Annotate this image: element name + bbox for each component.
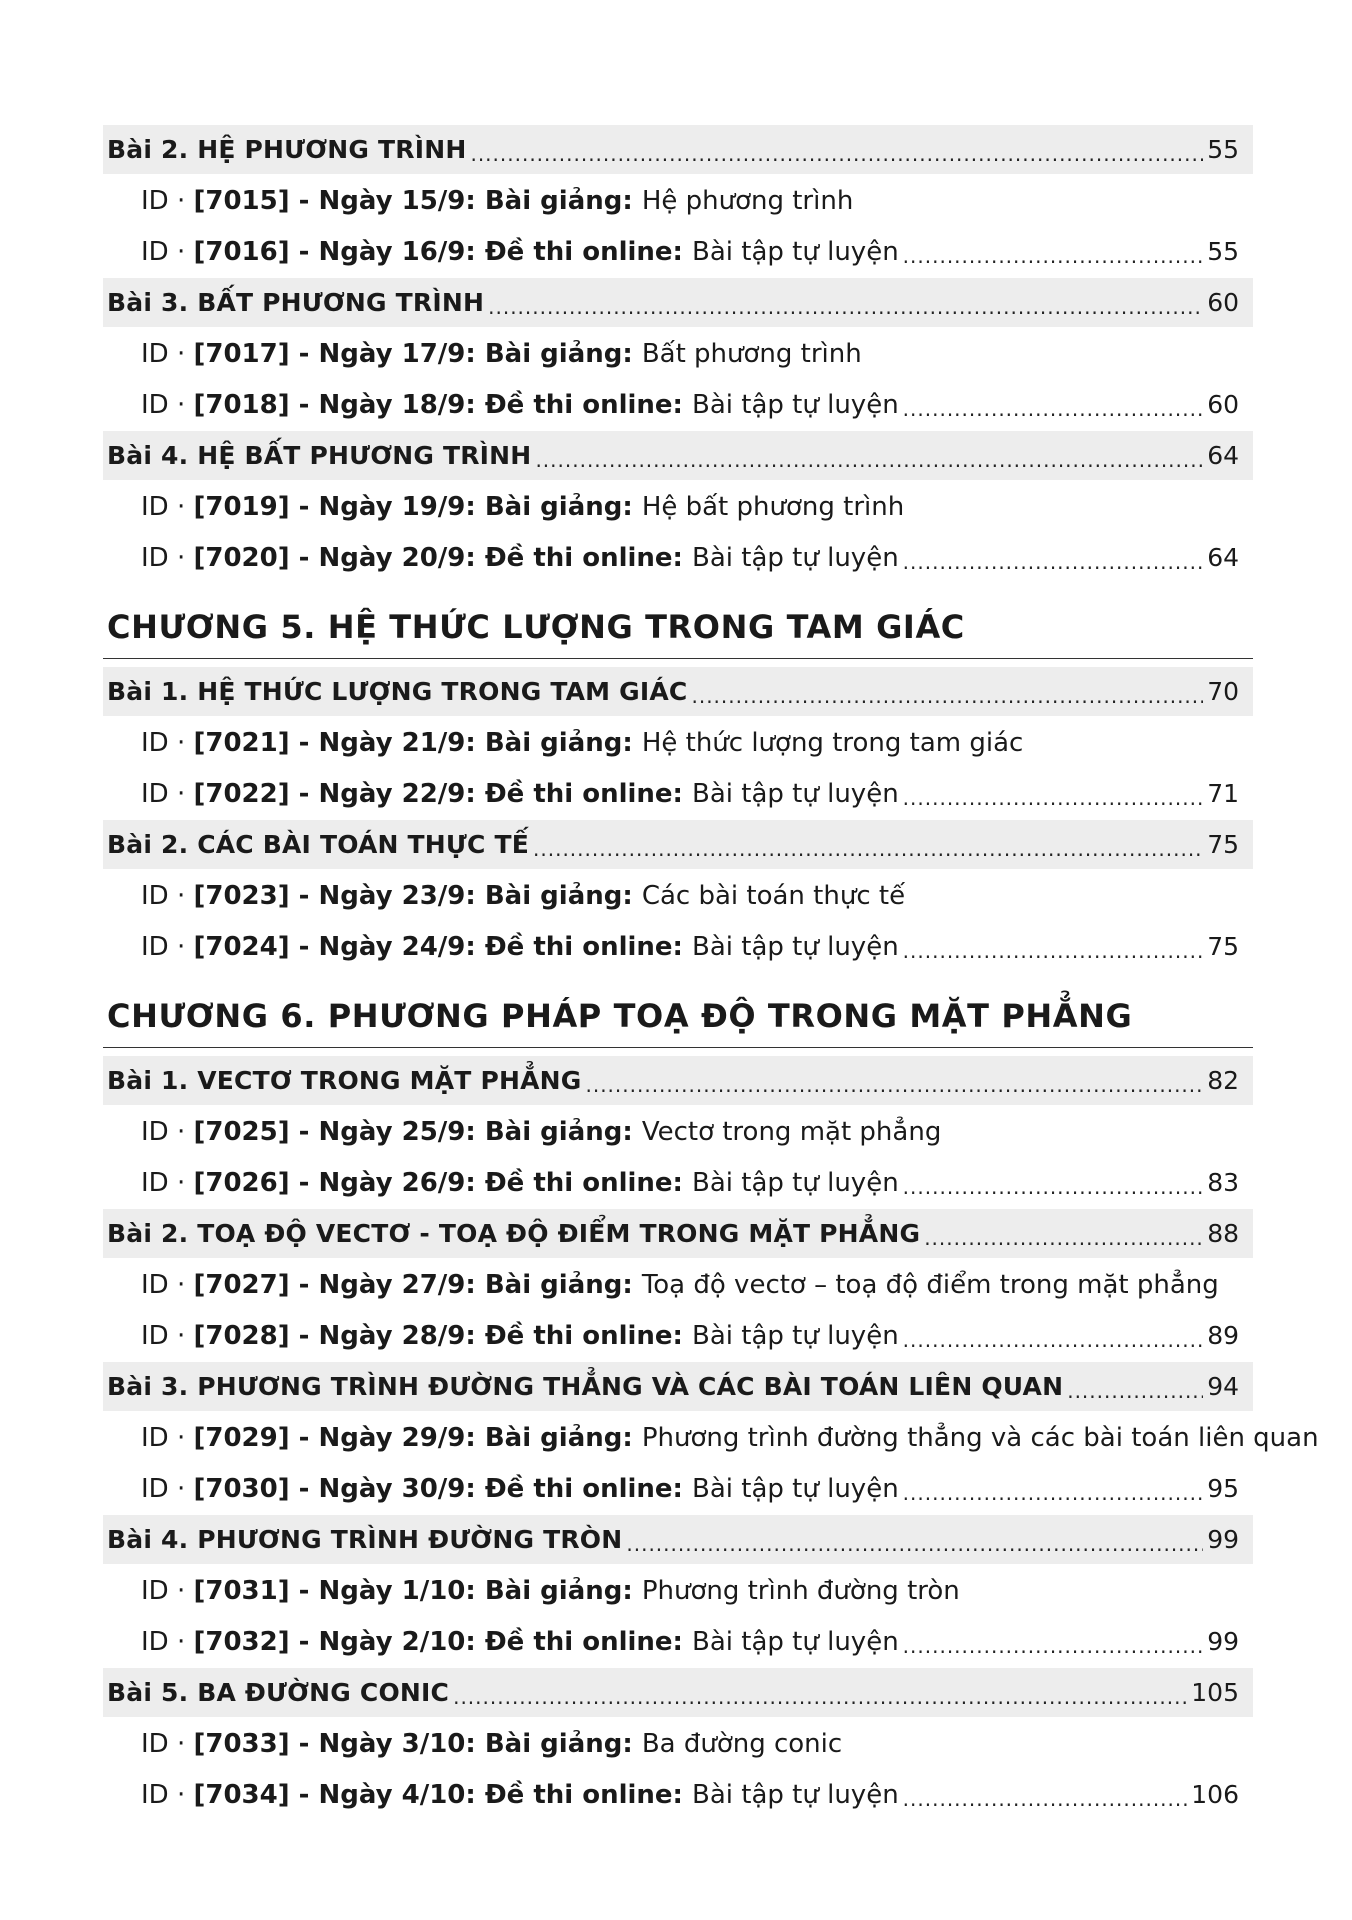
item-label: [141, 339, 862, 369]
item-code: [7026] - Ngày 26/9:: [193, 1167, 485, 1198]
item-label: [141, 1780, 899, 1810]
item-code: [7023] - Ngày 23/9:: [193, 880, 485, 911]
item-kind: Bài giảng:: [484, 491, 642, 522]
page-number: 99: [1207, 1627, 1239, 1656]
dot-leader: [453, 1685, 1187, 1709]
chapter-heading: [103, 583, 1253, 659]
item-id: ID ·: [141, 727, 194, 758]
item-kind: Đề thi online:: [484, 542, 693, 573]
item-label: [141, 932, 899, 962]
item-id: ID ·: [141, 236, 194, 267]
item-kind: Đề thi online:: [484, 778, 693, 809]
item-text: Các bài toán thực tế: [641, 880, 906, 911]
item-kind: Bài giảng:: [484, 1422, 642, 1453]
lesson-title: Bài 1. VECTƠ TRONG MẶT PHẲNG: [107, 1066, 582, 1095]
lesson-row[interactable]: [103, 431, 1253, 480]
item-label: [141, 543, 899, 573]
item-id: ID ·: [141, 1575, 194, 1606]
item-id: ID ·: [141, 1728, 194, 1759]
item-code: [7029] - Ngày 29/9:: [193, 1422, 485, 1453]
item-label: [141, 728, 1023, 758]
lesson-row[interactable]: [103, 1209, 1253, 1258]
toc-item[interactable]: [103, 1463, 1253, 1514]
page-number: 89: [1207, 1321, 1239, 1350]
toc-item[interactable]: [103, 1106, 1253, 1157]
item-label: [141, 1270, 1219, 1300]
item-text: Bài tập tự luyện: [692, 1473, 899, 1504]
item-id: ID ·: [141, 880, 194, 911]
item-code: [7025] - Ngày 25/9:: [193, 1116, 485, 1147]
item-code: [7021] - Ngày 21/9:: [193, 727, 485, 758]
item-code: [7033] - Ngày 3/10:: [193, 1728, 485, 1759]
page-number: 60: [1207, 288, 1239, 317]
lesson-title: Bài 3. PHƯƠNG TRÌNH ĐƯỜNG THẲNG VÀ CÁC BÀI TOÁN LIÊN QUAN: [107, 1372, 1064, 1401]
dot-leader: [903, 786, 1204, 810]
toc-item[interactable]: [103, 1157, 1253, 1208]
toc-item[interactable]: [103, 532, 1253, 583]
toc-item[interactable]: [103, 379, 1253, 430]
item-text: Phương trình đường thẳng và các bài toán liên quan: [641, 1422, 1319, 1453]
item-kind: Đề thi online:: [484, 931, 693, 962]
item-id: ID ·: [141, 389, 194, 420]
page-number: 71: [1207, 779, 1239, 808]
lesson-title: Bài 4. PHƯƠNG TRÌNH ĐƯỜNG TRÒN: [107, 1525, 623, 1554]
item-text: Toạ độ vectơ – toạ độ điểm trong mặt phẳng: [641, 1269, 1219, 1300]
dot-leader: [924, 1226, 1203, 1250]
item-id: ID ·: [141, 1167, 194, 1198]
dot-leader: [903, 397, 1204, 421]
item-kind: Bài giảng:: [484, 185, 642, 216]
page-number: 94: [1207, 1372, 1239, 1401]
item-text: Bài tập tự luyện: [692, 778, 899, 809]
lesson-title: Bài 5. BA ĐƯỜNG CONIC: [107, 1678, 450, 1707]
item-text: Hệ phương trình: [641, 185, 854, 216]
item-text: Phương trình đường tròn: [641, 1575, 960, 1606]
toc-item[interactable]: [103, 328, 1253, 379]
item-label: [141, 1474, 899, 1504]
toc-item[interactable]: [103, 226, 1253, 277]
toc-item[interactable]: [103, 717, 1253, 768]
item-id: ID ·: [141, 1422, 194, 1453]
item-kind: Bài giảng:: [484, 727, 642, 758]
item-id: ID ·: [141, 338, 194, 369]
lesson-title: Bài 2. HỆ PHƯƠNG TRÌNH: [107, 135, 467, 164]
dot-leader: [903, 1634, 1204, 1658]
chapter-title: CHƯƠNG 6. PHƯƠNG PHÁP TOẠ ĐỘ TRONG MẶT PHẲNG: [107, 997, 1133, 1035]
toc-item[interactable]: [103, 1565, 1253, 1616]
item-code: [7027] - Ngày 27/9:: [193, 1269, 485, 1300]
lesson-row[interactable]: [103, 667, 1253, 716]
lesson-row[interactable]: [103, 125, 1253, 174]
item-id: ID ·: [141, 931, 194, 962]
item-label: [141, 1627, 899, 1657]
item-label: [141, 237, 899, 267]
item-label: [141, 1321, 899, 1351]
item-text: Bài tập tự luyện: [692, 1779, 899, 1810]
lesson-row[interactable]: [103, 1668, 1253, 1717]
toc-item[interactable]: [103, 481, 1253, 532]
page-number: 70: [1207, 677, 1239, 706]
item-label: [141, 390, 899, 420]
item-label: [141, 1168, 899, 1198]
lesson-title: Bài 4. HỆ BẤT PHƯƠNG TRÌNH: [107, 441, 532, 470]
toc-item[interactable]: [103, 1412, 1319, 1463]
item-text: Hệ thức lượng trong tam giác: [641, 727, 1024, 758]
dot-leader: [488, 295, 1203, 319]
dot-leader: [470, 142, 1203, 166]
item-id: ID ·: [141, 185, 194, 216]
item-code: [7028] - Ngày 28/9:: [193, 1320, 485, 1351]
page-number: 95: [1207, 1474, 1239, 1503]
page-number: 106: [1191, 1780, 1239, 1809]
item-id: ID ·: [141, 1626, 194, 1657]
item-label: [141, 881, 905, 911]
toc-item[interactable]: [103, 1718, 1253, 1769]
lesson-title: Bài 2. CÁC BÀI TOÁN THỰC TẾ: [107, 830, 530, 859]
item-kind: Đề thi online:: [484, 236, 693, 267]
item-text: Bài tập tự luyện: [692, 931, 899, 962]
item-code: [7020] - Ngày 20/9:: [193, 542, 485, 573]
item-kind: Bài giảng:: [484, 1728, 642, 1759]
table-of-contents: [103, 124, 1319, 1820]
toc-item[interactable]: [103, 1310, 1253, 1361]
item-text: Bài tập tự luyện: [692, 1320, 899, 1351]
toc-item[interactable]: [103, 1616, 1253, 1667]
item-id: ID ·: [141, 542, 194, 573]
item-id: ID ·: [141, 1269, 194, 1300]
item-code: [7031] - Ngày 1/10:: [193, 1575, 485, 1606]
item-label: [141, 1576, 960, 1606]
dot-leader: [903, 1175, 1204, 1199]
item-code: [7017] - Ngày 17/9:: [193, 338, 485, 369]
item-id: ID ·: [141, 1473, 194, 1504]
item-id: ID ·: [141, 778, 194, 809]
item-kind: Đề thi online:: [484, 1320, 693, 1351]
item-code: [7015] - Ngày 15/9:: [193, 185, 485, 216]
page-number: 55: [1207, 237, 1239, 266]
page-number: 82: [1207, 1066, 1239, 1095]
dot-leader: [903, 1787, 1188, 1811]
item-id: ID ·: [141, 1116, 194, 1147]
lesson-title: Bài 1. HỆ THỨC LƯỢNG TRONG TAM GIÁC: [107, 677, 688, 706]
dot-leader: [903, 1328, 1204, 1352]
item-kind: Đề thi online:: [484, 1626, 693, 1657]
lesson-row[interactable]: [103, 278, 1253, 327]
dot-leader: [626, 1532, 1203, 1556]
lesson-row[interactable]: [103, 1056, 1253, 1105]
toc-item[interactable]: [103, 870, 1253, 921]
lesson-row[interactable]: [103, 1362, 1253, 1411]
item-code: [7018] - Ngày 18/9:: [193, 389, 485, 420]
toc-item[interactable]: [103, 1259, 1253, 1310]
page-number: 75: [1207, 932, 1239, 961]
item-kind: Bài giảng:: [484, 880, 642, 911]
chapter-heading: [103, 972, 1253, 1048]
item-id: ID ·: [141, 1320, 194, 1351]
dot-leader: [585, 1073, 1203, 1097]
item-kind: Đề thi online:: [484, 1779, 693, 1810]
item-text: Bài tập tự luyện: [692, 236, 899, 267]
item-code: [7016] - Ngày 16/9:: [193, 236, 485, 267]
item-kind: Bài giảng:: [484, 1116, 642, 1147]
lesson-row[interactable]: [103, 820, 1253, 869]
item-kind: Bài giảng:: [484, 1269, 642, 1300]
item-kind: Bài giảng:: [484, 1575, 642, 1606]
toc-item[interactable]: [103, 1769, 1253, 1820]
item-code: [7030] - Ngày 30/9:: [193, 1473, 485, 1504]
dot-leader: [903, 1481, 1204, 1505]
item-kind: Bài giảng:: [484, 338, 642, 369]
dot-leader: [1067, 1379, 1203, 1403]
item-kind: Đề thi online:: [484, 389, 693, 420]
item-label: [141, 492, 904, 522]
dot-leader: [535, 448, 1203, 472]
lesson-title: Bài 3. BẤT PHƯƠNG TRÌNH: [107, 288, 485, 317]
item-code: [7034] - Ngày 4/10:: [193, 1779, 485, 1810]
item-id: ID ·: [141, 491, 194, 522]
item-text: Ba đường conic: [641, 1728, 843, 1759]
item-code: [7032] - Ngày 2/10:: [193, 1626, 485, 1657]
page-number: 99: [1207, 1525, 1239, 1554]
item-text: Bài tập tự luyện: [692, 542, 899, 573]
toc-item[interactable]: [103, 175, 1253, 226]
page-number: 75: [1207, 830, 1239, 859]
page-number: 105: [1191, 1678, 1239, 1707]
item-code: [7024] - Ngày 24/9:: [193, 931, 485, 962]
lesson-title: Bài 2. TOẠ ĐỘ VECTƠ - TOẠ ĐỘ ĐIỂM TRONG MẶT PHẲNG: [107, 1219, 921, 1248]
item-text: Bài tập tự luyện: [692, 389, 899, 420]
item-label: [141, 186, 853, 216]
dot-leader: [533, 837, 1203, 861]
page-number: 83: [1207, 1168, 1239, 1197]
page-number: 60: [1207, 390, 1239, 419]
item-label: [141, 779, 899, 809]
dot-leader: [903, 550, 1204, 574]
item-text: Bất phương trình: [641, 338, 862, 369]
item-label: [141, 1729, 842, 1759]
toc-item[interactable]: [103, 921, 1253, 972]
item-id: ID ·: [141, 1779, 194, 1810]
toc-item[interactable]: [103, 768, 1253, 819]
page-number: 88: [1207, 1219, 1239, 1248]
page-number: 64: [1207, 441, 1239, 470]
item-kind: Đề thi online:: [484, 1473, 693, 1504]
item-label: [141, 1117, 941, 1147]
item-text: Bài tập tự luyện: [692, 1167, 899, 1198]
item-text: Vectơ trong mặt phẳng: [641, 1116, 942, 1147]
page-number: 64: [1207, 543, 1239, 572]
item-text: Hệ bất phương trình: [641, 491, 905, 522]
item-kind: Đề thi online:: [484, 1167, 693, 1198]
page-number: 55: [1207, 135, 1239, 164]
lesson-row[interactable]: [103, 1515, 1253, 1564]
dot-leader: [903, 939, 1204, 963]
dot-leader: [903, 244, 1204, 268]
item-label: [141, 1423, 1319, 1453]
dot-leader: [691, 684, 1203, 708]
item-text: Bài tập tự luyện: [692, 1626, 899, 1657]
chapter-title: CHƯƠNG 5. HỆ THỨC LƯỢNG TRONG TAM GIÁC: [107, 608, 965, 646]
item-code: [7022] - Ngày 22/9:: [193, 778, 485, 809]
item-code: [7019] - Ngày 19/9:: [193, 491, 485, 522]
